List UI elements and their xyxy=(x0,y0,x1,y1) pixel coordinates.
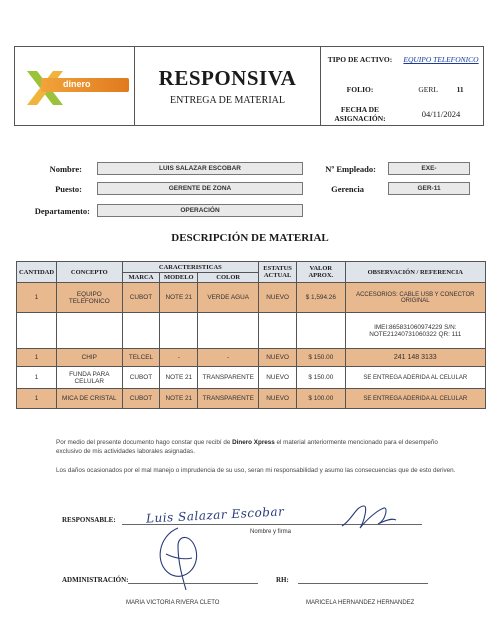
col-estatus-line-1: ESTATUS xyxy=(263,265,292,272)
cell-valor-amount: 100.00 xyxy=(313,395,334,402)
cell-valor xyxy=(297,283,346,313)
cell-moneda: $ xyxy=(308,395,312,402)
cell-marca: TELCEL xyxy=(122,349,160,367)
col-valor xyxy=(297,262,346,283)
cell-estatus: NUEVO xyxy=(259,367,297,389)
table-header-row xyxy=(17,262,486,273)
cell-modelo: NOTE 21 xyxy=(160,389,198,409)
col-modelo: MODELO xyxy=(160,273,198,283)
puesto-field: GERENTE DE ZONA xyxy=(97,182,303,195)
cell-observacion: ACCESORIOS: CABLE USB Y CONECTOR ORIGINAL xyxy=(345,283,485,313)
empleado-label: Nº Empleado: xyxy=(325,164,376,174)
departamento-field: OPERACIÓN xyxy=(97,204,303,217)
cell-color xyxy=(198,313,259,349)
cell-marca: CUBOT xyxy=(122,367,160,389)
rh-name: MARICELA HERNANDEZ HERNANDEZ xyxy=(306,600,415,606)
fecha-row xyxy=(321,105,483,123)
tipo-activo-label: TIPO DE ACTIVO: xyxy=(327,55,393,64)
table-row xyxy=(17,283,486,313)
cell-valor xyxy=(297,367,346,389)
title-block xyxy=(135,47,321,125)
material-table xyxy=(16,261,486,409)
cell-concepto: FUNDA PARA CELULAR xyxy=(57,367,123,389)
cell-marca xyxy=(122,313,160,349)
nombre-firma-caption: Nombre y firma xyxy=(250,529,292,535)
table-row xyxy=(17,313,486,349)
table-row xyxy=(17,389,486,409)
col-color: COLOR xyxy=(198,273,259,283)
cell-moneda: $ xyxy=(305,294,310,301)
cell-concepto xyxy=(57,313,123,349)
cell-color: TRANSPARENTE xyxy=(198,389,259,409)
cell-valor xyxy=(297,313,346,349)
folio-row xyxy=(321,85,483,94)
administracion-name: MARIA VICTORIA RIVERA CLETO xyxy=(126,600,220,606)
cell-color: - xyxy=(198,349,259,367)
responsable-signature-mark xyxy=(338,500,398,534)
cell-cantidad: 1 xyxy=(17,283,57,313)
cell-modelo: NOTE 21 xyxy=(160,283,198,313)
fecha-label-line-1: FECHA DE xyxy=(340,105,380,114)
cell-cantidad xyxy=(17,313,57,349)
cell-cantidad: 1 xyxy=(17,389,57,409)
declaration-paragraph xyxy=(56,438,456,456)
fecha-label-line-2: ASIGNACIÓN: xyxy=(334,114,386,123)
cell-cantidad: 1 xyxy=(17,367,57,389)
cell-estatus: NUEVO xyxy=(259,389,297,409)
rh-label: RH: xyxy=(276,576,289,584)
col-estatus xyxy=(259,262,297,283)
cell-valor xyxy=(297,349,346,367)
responsable-label: RESPONSABLE: xyxy=(62,516,116,524)
fecha-label xyxy=(321,105,399,123)
document-header xyxy=(14,46,484,126)
cell-modelo: - xyxy=(160,349,198,367)
gerencia-field: GER-11 xyxy=(388,182,470,195)
cell-modelo: NOTE 21 xyxy=(160,367,198,389)
cell-marca: CUBOT xyxy=(122,283,160,313)
rh-signature-line xyxy=(298,583,428,584)
logo-wordmark: dinero xyxy=(63,79,91,89)
cell-observacion: 241 148 3133 xyxy=(345,349,485,367)
declaration-text-a: Por medio del presente documento hago constar que recibí de xyxy=(56,439,233,446)
table-row xyxy=(17,349,486,367)
cell-valor-amount: 150.00 xyxy=(313,374,334,381)
col-marca: MARCA xyxy=(122,273,160,283)
page-subtitle: ENTREGA DE MATERIAL xyxy=(170,95,285,106)
col-valor-line-2: APROX. xyxy=(308,272,334,279)
folio-label: FOLIO: xyxy=(346,85,374,94)
administracion-signature-line xyxy=(128,583,258,584)
administracion-label: ADMINISTRACIÓN: xyxy=(62,576,129,584)
cell-observacion: SE ENTREGA ADERIDA AL CELULAR xyxy=(345,367,485,389)
cell-observacion: SE ENTREGA ADERIDA AL CELULAR xyxy=(345,389,485,409)
table-row xyxy=(17,367,486,389)
cell-estatus: NUEVO xyxy=(259,283,297,313)
cell-estatus: NUEVO xyxy=(259,349,297,367)
col-caracteristicas: CARACTERISTICAS xyxy=(122,262,259,273)
nombre-field: LUIS SALAZAR ESCOBAR xyxy=(97,162,303,175)
departamento-label: Departamento: xyxy=(34,206,90,216)
folio-number: 11 xyxy=(456,85,464,94)
folio-code: GERL xyxy=(418,85,438,94)
cell-color: TRANSPARENTE xyxy=(198,367,259,389)
col-cantidad: CANTIDAD xyxy=(17,262,57,283)
cell-valor-amount: 1,594.26 xyxy=(311,294,336,301)
page-title: RESPONSIVA xyxy=(158,66,297,90)
cell-concepto: EQUIPO TELEFONICO xyxy=(57,283,123,313)
cell-valor xyxy=(297,389,346,409)
cell-observacion: IMEI:865831060974229 S/N: NOTE21240731060322 QR: 111 xyxy=(345,313,485,349)
tipo-activo-value: EQUIPO TELEFONICO xyxy=(403,55,479,64)
cell-estatus xyxy=(259,313,297,349)
cell-marca: CUBOT xyxy=(122,389,160,409)
responsable-handwritten-name: Luis Salazar Escobar xyxy=(145,504,285,526)
col-concepto: CONCEPTO xyxy=(57,262,123,283)
fecha-value: 04/11/2024 xyxy=(421,109,461,119)
cell-valor-amount: 150.00 xyxy=(313,354,334,361)
cell-moneda: $ xyxy=(308,374,312,381)
declaration-text-b: el material anteriormente mencionado para el desempeño exclusivo de mis actividades laborales asignadas. xyxy=(56,439,438,455)
cell-color: VERDE AGUA xyxy=(198,283,259,313)
col-observacion: OBSERVACIÓN / REFERENCIA xyxy=(345,262,485,283)
liability-paragraph: Los daños ocasionados por el mal manejo o imprudencia de su uso, seran mi responsabilidad y asumo las consecuencias que de esto deriven. xyxy=(56,467,456,474)
folio-value xyxy=(399,85,483,94)
document-meta xyxy=(321,47,483,125)
cell-modelo xyxy=(160,313,198,349)
cell-cantidad: 1 xyxy=(17,349,57,367)
empleado-field: EXE- xyxy=(388,162,470,175)
gerencia-label: Gerencia xyxy=(331,184,364,194)
puesto-label: Puesto: xyxy=(55,184,82,194)
declaration-brand: Dinero Xpress xyxy=(232,439,275,446)
section-title: DESCRIPCIÓN DE MATERIAL xyxy=(171,232,329,244)
cell-concepto: CHIP xyxy=(57,349,123,367)
cell-moneda: $ xyxy=(308,354,312,361)
tipo-activo-row xyxy=(321,55,483,64)
cell-concepto: MICA DE CRISTAL xyxy=(57,389,123,409)
col-estatus-line-2: ACTUAL xyxy=(263,272,292,279)
col-valor-line-1: VALOR xyxy=(309,265,333,272)
brand-logo xyxy=(15,47,135,125)
nombre-label: Nombre: xyxy=(49,164,82,174)
